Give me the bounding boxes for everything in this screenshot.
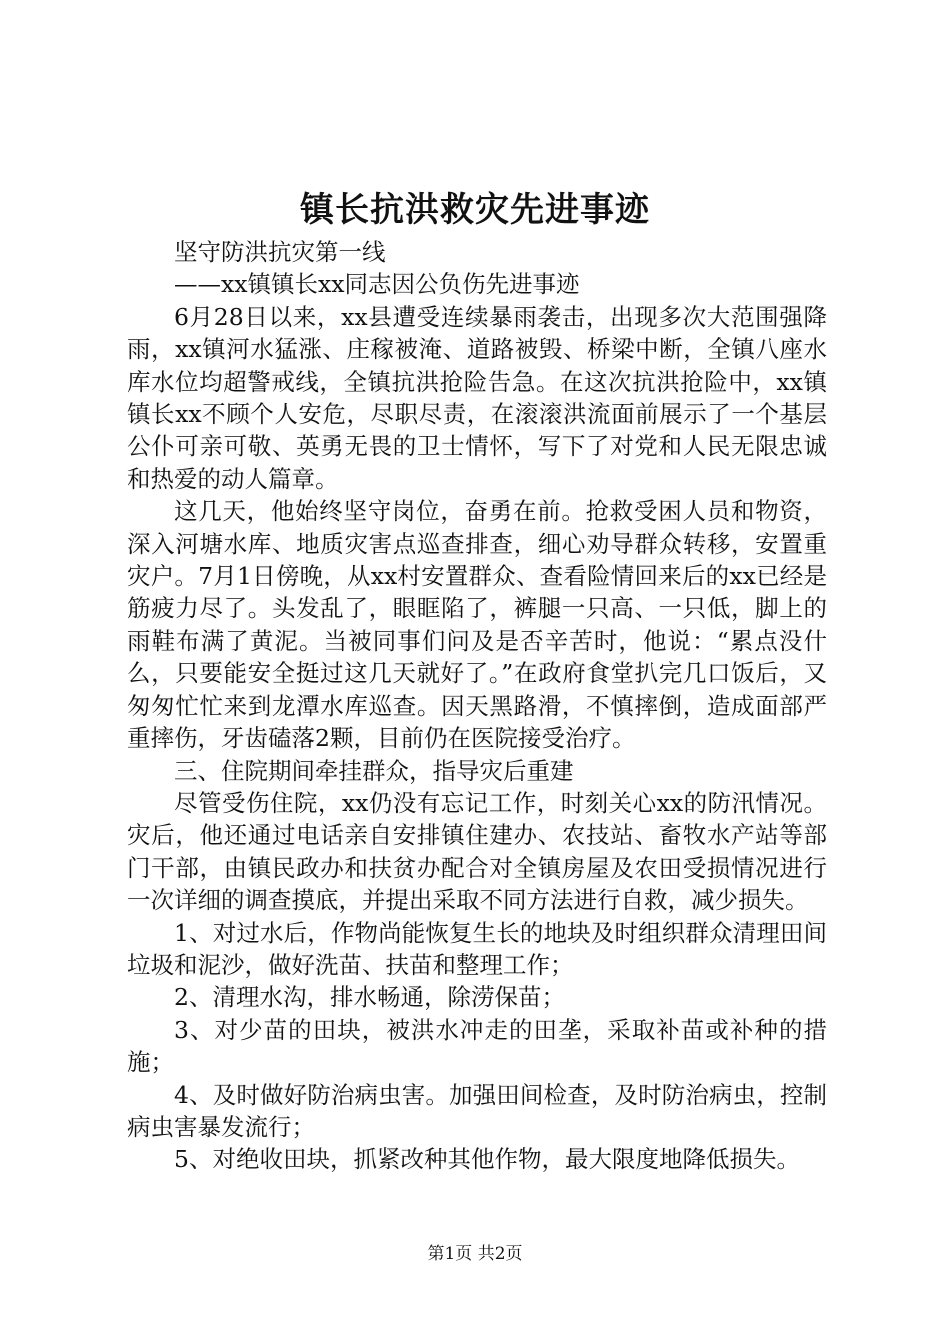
list-item: 4、及时做好防治病虫害。加强田间检查，及时防治病虫，控制病虫害暴发流行； <box>127 1080 827 1141</box>
section-heading: 三、住院期间牵挂群众，指导灾后重建 <box>174 756 574 785</box>
page-footer: 第1页 共2页 <box>427 1244 523 1264</box>
list-item: 5、对绝收田块，抓紧改种其他作物，最大限度地降低损失。 <box>174 1145 800 1174</box>
subtitle-line: 坚守防洪抗灾第一线 <box>174 238 386 266</box>
body-paragraph: 尽管受伤住院，xx仍没有忘记工作，时刻关心xx的防汛情况。灾后，他还通过电话亲自安排镇住建办、农技站、畜牧水产站等部门干部，由镇民政办和扶贫办配合对全镇房屋及农田受损情况进行一次详细的调查摸底，并提出采取不同方法进行自救，减少损失。 <box>127 788 827 915</box>
subtitle-byline: ——xx镇镇长xx同志因公负伤先进事迹 <box>174 270 580 299</box>
body-paragraph: 6月28日以来，xx县遭受连续暴雨袭击，出现多次大范围强降雨，xx镇河水猛涨、庄稼被淹、道路被毁、桥梁中断，全镇八座水库水位均超警戒线，全镇抗洪抢险告急。在这次抗洪抢险中，xx镇镇长xx不顾个人安危，尽职尽责，在滚滚洪流面前展示了一个基层公仆可亲可敬、英勇无畏的卫士情怀，写下了对党和人民无限忠诚和热爱的动人篇章。 <box>127 302 827 493</box>
document-body <box>127 236 827 1176</box>
list-item: 3、对少苗的田块，被洪水冲走的田垄，采取补苗或补种的措施； <box>127 1015 827 1077</box>
list-item: 2、清理水沟，排水畅通，除涝保苗； <box>174 983 565 1012</box>
list-item: 1、对过水后，作物尚能恢复生长的地块及时组织群众清理田间垃圾和泥沙，做好洗苗、扶苗和整理工作； <box>127 918 827 979</box>
body-paragraph: 这几天，他始终坚守岗位，奋勇在前。抢救受困人员和物资，深入河塘水库、地质灾害点巡查排查，细心劝导群众转移，安置重灾户。7月1日傍晚，从xx村安置群众、查看险情回来后的xx已经是筋疲力尽了。头发乱了，眼眶陷了，裤腿一只高、一只低，脚上的雨鞋布满了黄泥。当被同事们问及是否辛苦时，他说：“累点没什么，只要能安全挺过这几天就好了。”在政府食堂扒完几口饭后，又匆匆忙忙来到龙潭水库巡查。因天黑路滑，不慎摔倒，造成面部严重摔伤，牙齿磕落2颗，目前仍在医院接受治疗。 <box>127 497 827 753</box>
document-title: 镇长抗洪救灾先进事迹 <box>300 190 650 230</box>
